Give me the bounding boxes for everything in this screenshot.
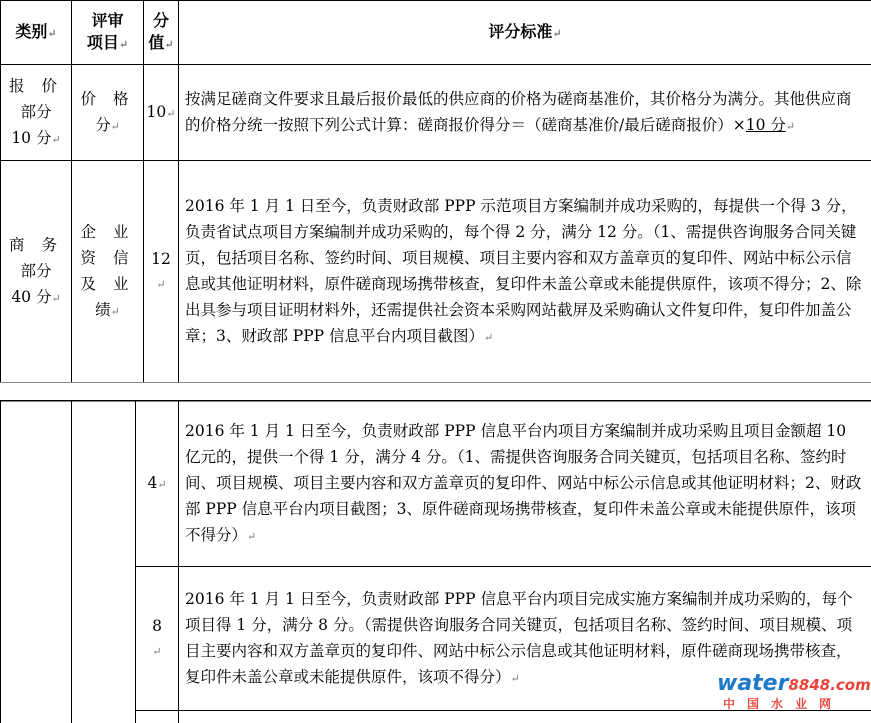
table-header-row: [1, 1, 871, 65]
score-cell-business: 12 ↵: [144, 161, 179, 383]
score-cell-continued-3: [136, 711, 179, 723]
criteria-cell-continued-1: 2016 年 1 月 1 日至今，负责财政部 PPP 信息平台内项目方案编制并成功采购且项目金额超 10 亿元的，提供一个得 1 分，满分 4 分。（1、需提供咨询服务合同关键页，包括项目名称、签约时间、项目规模、项目主要内容和双方盖章页的复印件、网站中标公示信息或其他证明材料；2、财政部 PPP 信息平台内项目截图；3、原件磋商现场携带核查，复印件未盖公章或未能提供原件，该项不得分）↵: [179, 401, 871, 567]
table-row-business: [1, 161, 871, 383]
item-cell-business: 企 业 资 信 及 业 绩↵: [72, 161, 144, 383]
criteria-cell-business: 2016 年 1 月 1 日至今，负责财政部 PPP 示范项目方案编制并成功采购的，每提供一个得 3 分，负责省试点项目方案编制并成功采购的，每个得 2 分，满分 12 分。（1、需提供咨询服务合同关键页，包括项目名称、签约时间、项目规模、项目主要内容和双方盖章页的复印件、网站中标公示信息或其他证明材料，原件磋商现场携带核查，复印件未盖公章或未能提供原件，该项不得分；2、除出具参与项目证明材料外，还需提供社会资本采购网站截屏及采购确认文件复印件，复印件加盖公章；3、财政部 PPP 信息平台内项目截图）↵: [179, 161, 871, 383]
category-cell-business: 商 务 部分 40 分↵: [1, 161, 72, 383]
item-cell-price: 价 格 分↵: [72, 65, 144, 161]
header-category: 类别↵: [1, 1, 72, 65]
header-criteria: 评分标准↵: [179, 1, 871, 65]
score-cell-price: 10↵: [144, 65, 179, 161]
score-cell-continued-1: 4↵: [136, 401, 179, 567]
category-cell-price: 报 价 部分 10 分↵: [1, 65, 72, 161]
table-row-continued-1: [1, 401, 871, 567]
category-cell-continued: [1, 401, 72, 723]
watermark-logo: water8848.com 中国水业网: [717, 671, 871, 711]
score-cell-continued-2: 8 ↵: [136, 567, 179, 711]
criteria-cell-price: 按满足磋商文件要求且最后报价最低的供应商的价格为磋商基准价，其价格分为满分。其他供应商的价格分统一按照下列公式计算：磋商报价得分＝（磋商基准价/最后磋商报价）×10 分↵: [179, 65, 871, 161]
header-item: 评审 项目↵: [72, 1, 144, 65]
criteria-cell-continued-2: 2016 年 1 月 1 日至今，负责财政部 PPP 信息平台内项目完成实施方案编制并成功采购的，每个项目得 1 分，满分 8 分。（需提供咨询服务合同关键页，包括项目名称、签约时间、项目规模、项目主要内容和双方盖章页的复印件、网站中标公示信息或其他证明材料，原件磋商现场携带核查，复印件未盖公章或未能提供原件，该项不得分）↵: [179, 567, 871, 711]
page-break: [0, 382, 871, 402]
table-row-price: [1, 65, 871, 161]
header-score: 分 值↵: [144, 1, 179, 65]
item-cell-continued: [72, 401, 136, 723]
